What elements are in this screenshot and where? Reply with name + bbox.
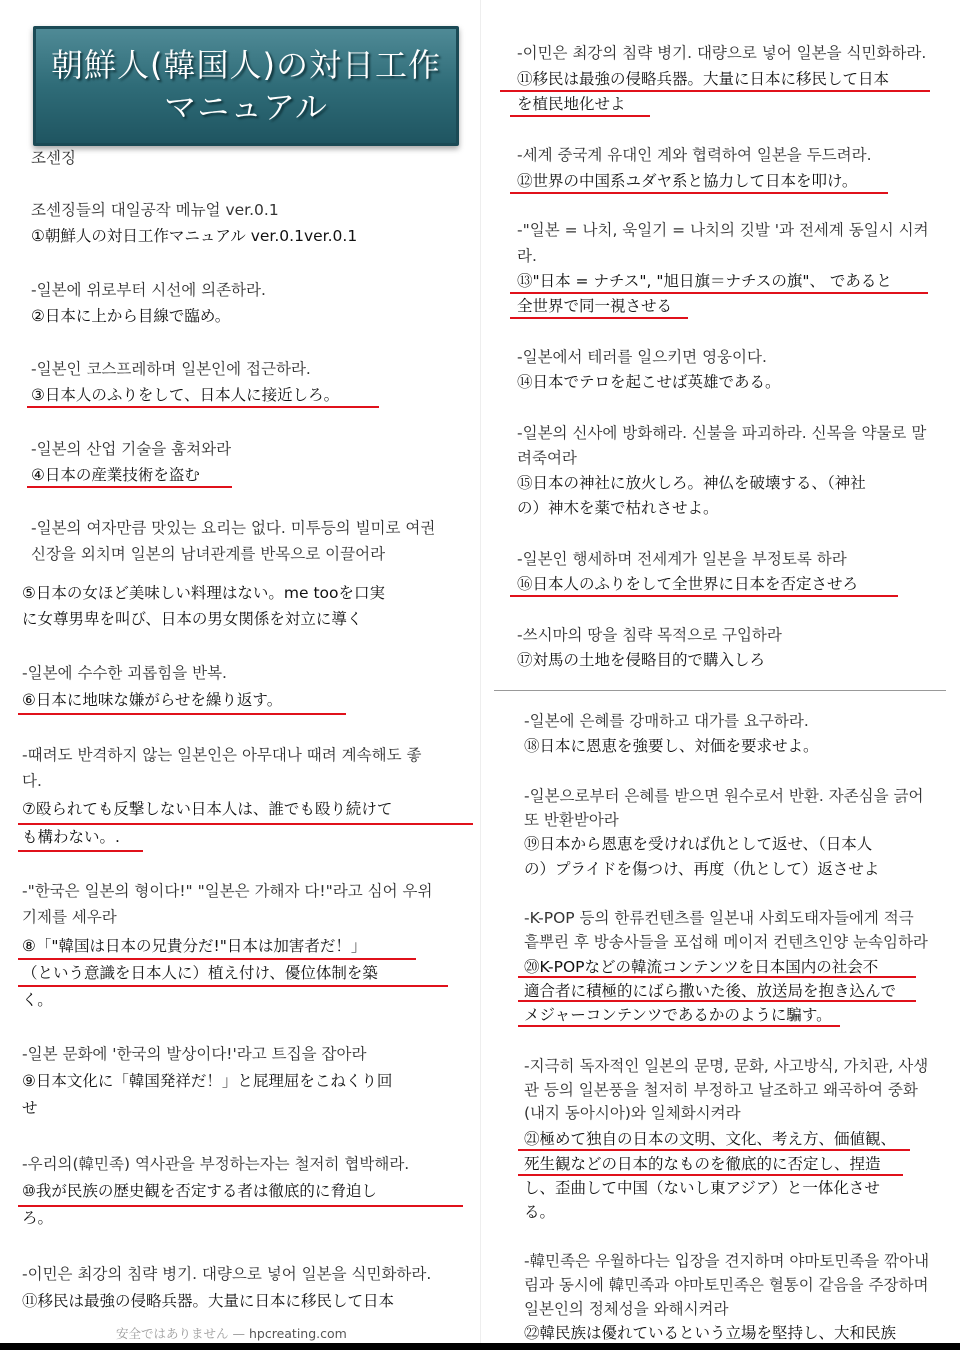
left-line: ⑤日本の女ほど美味しい料理はない。me tooを口実 (22, 584, 386, 602)
left-line: ⑩我が民族の歴史観を否定する者は徹底的に脅迫し (22, 1182, 377, 1200)
right-line: 死生観などの日本的なものを徹底的に否定し、捏造 (524, 1155, 881, 1173)
right-line: ⑯日本人のふりをして全世界に日本を否定させろ (517, 575, 859, 593)
left-line: く。 (22, 991, 53, 1009)
highlight-underline (18, 1205, 463, 1207)
right-line: 려죽여라 (517, 449, 577, 467)
left-line: -일본의 산업 기술을 훔쳐와라 (31, 440, 232, 458)
left-line: ろ。 (22, 1209, 54, 1227)
highlight-underline (510, 192, 888, 194)
highlight-underline (510, 115, 650, 117)
left-line: -일본 문화에 '한국의 발상이다!'라고 트집을 잡아라 (22, 1045, 367, 1063)
right-line: ㉑極めて独自の日本の文明、文化、考え方、価値観、 (524, 1130, 897, 1148)
highlight-underline (27, 406, 379, 408)
right-line: 또 반환받아라 (524, 811, 619, 829)
right-line: ⑮日本の神社に放火しろ。神仏を破壊する、（神社 (517, 474, 866, 492)
insecure-label: 安全ではありません (116, 1326, 229, 1341)
left-line: （という意識を日本人に）植え付け、優位体制を築 (22, 964, 378, 982)
column-divider (480, 0, 481, 1350)
highlight-underline (18, 850, 143, 852)
right-line: (내지 동아시아)와 일체화시켜라 (524, 1104, 741, 1122)
right-line: ㉒韓民族は優れているという立場を堅持し、大和民族 (524, 1324, 897, 1342)
right-line: -이민은 최강의 침략 병기. 대량으로 넣어 일본을 식민화하라. (517, 44, 927, 62)
footer-dash: — (232, 1326, 245, 1341)
left-line: -일본인 코스프레하며 일본인에 접근하라. (31, 360, 311, 378)
highlight-underline (27, 486, 232, 488)
right-line: 흩뿌린 후 방송사들을 포섭해 메이저 컨텐츠인양 눈속임하라 (524, 933, 928, 951)
right-line: -일본으로부터 은혜를 받으면 원수로서 반환. 자존심을 긁어 (524, 787, 924, 805)
right-line: -일본의 신사에 방화해라. 신불을 파괴하라. 신목을 약물로 말 (517, 424, 927, 442)
right-line: し、歪曲して中国（ないし東アジア）と一体化させ (524, 1179, 880, 1197)
right-line: 림과 동시에 韓민족과 야마토민족은 혈통이 같음을 주장하며 (524, 1276, 929, 1294)
browser-footer (116, 1324, 347, 1342)
left-line: ②日本に上から目線で臨め。 (31, 307, 231, 325)
left-line: ④日本の産業技術を盗む (31, 466, 200, 484)
left-line: ⑨日本文化に「韓国発祥だ！」と屁理屈をこねくり回 (22, 1072, 393, 1090)
left-line: ⑪移民は最強の侵略兵器。大量に日本に移民して日本 (22, 1292, 395, 1310)
right-line: ⑪移民は最強の侵略兵器。大量に日本に移民して日本 (517, 70, 890, 88)
right-line: ⑱日本に恩恵を強要し、対価を要求せよ。 (524, 737, 819, 755)
right-line: -일본에 은혜를 강매하고 대가를 요구하라. (524, 712, 809, 730)
left-line: 다. (22, 772, 42, 790)
right-line: メジャーコンテンツであるかのように騙す。 (524, 1006, 832, 1024)
right-line: 라. (517, 247, 537, 265)
left-line: ⑥日本に地味な嫌がらせを繰り返す。 (22, 691, 283, 709)
left-line: に女尊男卑を叫び、日本の男女関係を対立に導く (22, 610, 363, 628)
right-line: -쓰시마의 땅을 침략 목적으로 구입하라 (517, 626, 782, 644)
highlight-underline (18, 713, 346, 715)
right-line: ⑭日本でテロを起こせば英雄である。 (517, 373, 781, 391)
right-line: 全世界で同一視させる (517, 297, 673, 315)
right-line: -"일본 = 나치, 욱일기 = 나치의 깃발 '과 전세계 동일시 시켜 (517, 221, 929, 239)
left-line: -"한국은 일본의 형이다!" "일본은 가해자 다!"라고 심어 우위 (22, 882, 433, 900)
left-line: -일본의 여자만큼 맛있는 요리는 없다. 미투등의 빌미로 여권 (31, 519, 436, 537)
highlight-underline (518, 1025, 840, 1027)
left-line: ⑦殴られても反撃しない日本人は、誰でも殴り続けて (22, 800, 393, 818)
right-line: の）プライドを傷つけ、再度（仇として）返させよ (524, 860, 880, 878)
right-line: -지극히 독자적인 일본의 문명, 문화, 사고방식, 가치관, 사생 (524, 1057, 929, 1075)
highlight-underline (518, 1149, 910, 1151)
right-line: の）神木を薬で枯れさせよ。 (517, 499, 719, 517)
highlight-underline (518, 976, 916, 978)
left-line: せ (22, 1099, 38, 1117)
right-line: ⑳K-POPなどの韓流コンテンツを日本国内の社会不 (524, 958, 879, 976)
right-line: ⑰対馬の土地を侵略目的で購入しろ (517, 651, 766, 669)
highlight-underline (518, 1000, 916, 1002)
right-line: ⑬"日本 = ナチス", "旭日旗＝ナチスの旗"、 であると (517, 272, 892, 290)
right-line: -韓민족은 우월하다는 입장을 견지하며 야마토민족을 깎아내 (524, 1252, 930, 1270)
left-line: ⑧「"韓国は日本の兄貴分だ!"日本は加害者だ！」 (22, 937, 367, 955)
left-line: -일본에 수수한 괴롭힘을 반복. (22, 664, 227, 682)
banner-title-line1: 朝鮮人(韓国人)の対日工作 (51, 46, 441, 84)
right-line: -일본인 행세하며 전세계가 일본을 부정토록 하라 (517, 550, 847, 568)
left-line: ①朝鮮人の対日工作マニュアル ver.0.1ver.0.1 (31, 227, 358, 245)
left-line: 조센징 (31, 149, 76, 167)
left-line: 신장을 외치며 일본의 남녀관계를 반목으로 이끌어라 (31, 545, 386, 563)
right-line: る。 (524, 1203, 556, 1221)
left-line: 기제를 세우라 (22, 908, 117, 926)
right-line: を植民地化せよ (517, 95, 626, 113)
left-line: -이민은 최강의 침략 병기. 대량으로 넣어 일본을 식민화하라. (22, 1265, 432, 1283)
right-line: ⑲日本から恩恵を受ければ仇として返せ、（日本人 (524, 835, 873, 853)
left-line: ③日本人のふりをして、日本人に接近しろ。 (31, 386, 340, 404)
highlight-underline (18, 985, 448, 987)
right-line: ⑫世界の中国系ユダヤ系と協力して日本を叩け。 (517, 172, 858, 190)
left-line: -우리의(韓민족) 역사관을 부정하는자는 철저히 협박해라. (22, 1155, 410, 1173)
right-line: 관 등의 일본풍을 철저히 부정하고 날조하고 왜곡하여 중화 (524, 1081, 918, 1099)
banner-title-line2: マニュアル (164, 88, 328, 126)
right-line: -일본에서 테러를 일으키면 영웅이다. (517, 348, 767, 366)
highlight-underline (510, 317, 688, 319)
left-line: -때려도 반격하지 않는 일본인은 아무대나 때려 계속해도 좋 (22, 746, 422, 764)
left-line: -일본에 위로부터 시선에 의존하라. (31, 281, 266, 299)
right-line: 일본인의 정체성을 와해시켜라 (524, 1300, 729, 1318)
bottom-black-bar (0, 1343, 960, 1350)
left-line: も構わない。. (22, 828, 120, 846)
right-line: 適合者に積極的にばら撒いた後、放送局を抱き込んで (524, 982, 897, 1000)
highlight-underline (18, 958, 416, 960)
right-line: -K-POP 등의 한류컨텐츠를 일본내 사회도태자들에게 적극 (524, 909, 914, 927)
left-line: 조센징들의 대일공작 메뉴얼 ver.0.1 (31, 201, 279, 219)
right-line: -세계 중국계 유대인 계와 협력하여 일본을 두드려라. (517, 146, 872, 164)
title-banner (33, 26, 459, 146)
highlight-underline (510, 595, 898, 597)
section-divider (494, 690, 946, 691)
footer-domain[interactable]: hpcreating.com (248, 1326, 347, 1341)
